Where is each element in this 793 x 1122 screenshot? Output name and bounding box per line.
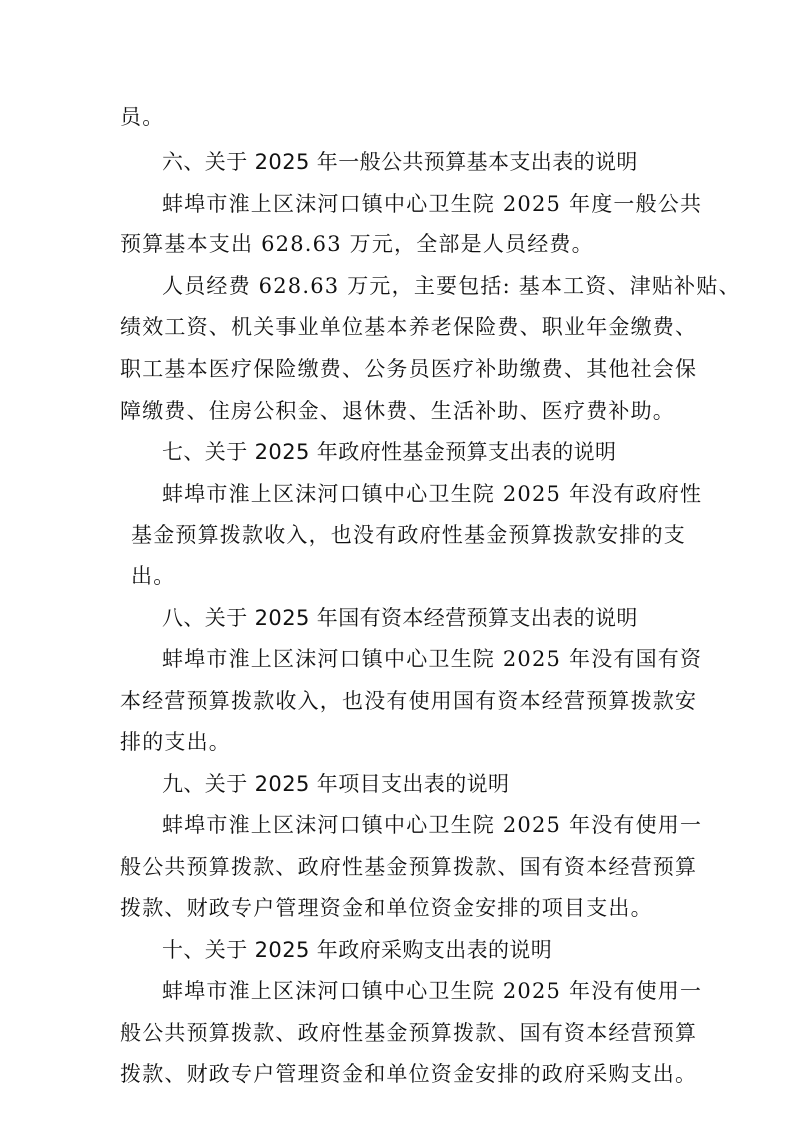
paragraph-line: 蚌埠市淮上区沫河口镇中心卫生院 2025 年没有使用一 [162,813,703,837]
paragraph-line: 蚌埠市淮上区沫河口镇中心卫生院 2025 年没有国有资 [162,647,703,671]
paragraph-line: 出。 [131,564,176,588]
section-heading-8: 八、关于 2025 年国有资本经营预算支出表的说明 [162,606,638,630]
paragraph-line: 拨款、财政专户管理资金和单位资金安排的政府采购支出。 [120,1062,698,1086]
section-heading-6: 六、关于 2025 年一般公共预算基本支出表的说明 [162,150,638,174]
paragraph-line: 般公共预算拨款、政府性基金预算拨款、国有资本经营预算 [120,1021,698,1045]
paragraph-line-continuation: 员。 [120,105,165,129]
paragraph-line: 排的支出。 [120,730,231,754]
paragraph-line: 般公共预算拨款、政府性基金预算拨款、国有资本经营预算 [120,855,698,879]
paragraph-line: 职工基本医疗保险缴费、公务员医疗补助缴费、其他社会保 [120,357,698,381]
section-heading-10: 十、关于 2025 年政府采购支出表的说明 [162,938,553,962]
paragraph-line: 蚌埠市淮上区沫河口镇中心卫生院 2025 年没有使用一 [162,979,703,1003]
paragraph-line: 预算基本支出 628.63 万元，全部是人员经费。 [120,232,594,256]
paragraph-line: 绩效工资、机关事业单位基本养老保险费、职业年金缴费、 [120,315,698,339]
section-heading-9: 九、关于 2025 年项目支出表的说明 [162,772,510,796]
paragraph-line: 本经营预算拨款收入，也没有使用国有资本经营预算拨款安 [120,689,698,713]
paragraph-line: 人员经费 628.63 万元，主要包括: 基本工资、津贴补贴、 [162,274,741,298]
paragraph-line: 障缴费、住房公积金、退休费、生活补助、医疗费补助。 [120,399,675,423]
paragraph-line: 基金预算拨款收入，也没有政府性基金预算拨款安排的支 [131,523,686,547]
paragraph-line: 拨款、财政专户管理资金和单位资金安排的项目支出。 [120,896,653,920]
paragraph-line: 蚌埠市淮上区沫河口镇中心卫生院 2025 年没有政府性 [162,482,703,506]
paragraph-line: 蚌埠市淮上区沫河口镇中心卫生院 2025 年度一般公共 [162,192,703,216]
section-heading-7: 七、关于 2025 年政府性基金预算支出表的说明 [162,440,617,464]
